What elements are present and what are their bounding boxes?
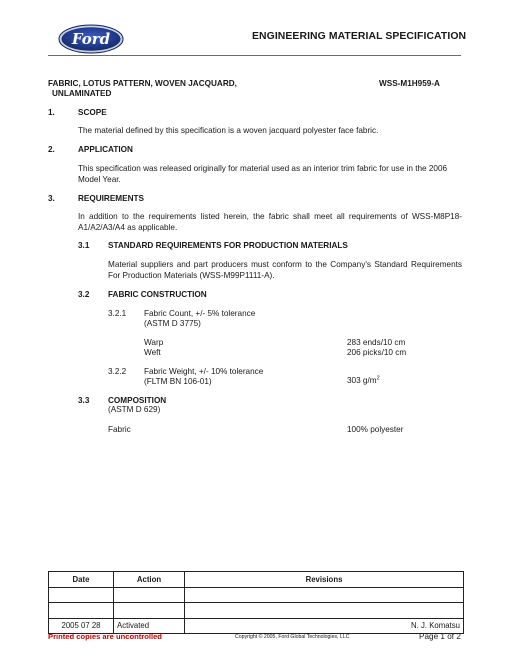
fabric-composition-value: 100% polyester [347, 425, 404, 434]
composition-method: (ASTM D 629) [108, 405, 161, 414]
column-header-action: Action [114, 572, 185, 588]
ford-logo-text: Ford [71, 30, 111, 48]
fabric-count-method: (ASTM D 3775) [144, 319, 201, 328]
subsection-title-standard-requirements: STANDARD REQUIREMENTS FOR PRODUCTION MATERIALS [108, 241, 348, 250]
document-title: ENGINEERING MATERIAL SPECIFICATION [252, 31, 467, 42]
clause-number: 3.2.1 [108, 309, 127, 318]
date-cell [49, 587, 114, 603]
spec-name-line1: FABRIC, LOTUS PATTERN, WOVEN JACQUARD, [48, 79, 237, 88]
revisions-cell [185, 587, 464, 603]
section-title-scope: SCOPE [78, 108, 107, 117]
subsection-number: 3.2 [78, 290, 90, 299]
action-cell: Activated [114, 618, 185, 634]
revisions-cell [185, 603, 464, 619]
column-header-revisions: Revisions [185, 572, 464, 588]
column-header-date: Date [49, 572, 114, 588]
table-row [49, 587, 464, 603]
section-title-requirements: REQUIREMENTS [78, 194, 144, 203]
section-number: 2. [48, 145, 55, 154]
subsection-title-fabric-construction: FABRIC CONSTRUCTION [108, 290, 207, 299]
warp-value: 283 ends/10 cm [347, 338, 406, 347]
action-cell [114, 587, 185, 603]
table-header-row [49, 572, 464, 588]
uncontrolled-notice: Printed copies are uncontrolled [48, 632, 162, 641]
section-number: 1. [48, 108, 55, 117]
application-text: This specification was released originally for material used as an interior trim fabric for use in the 2006 Model Year. [78, 164, 448, 184]
clause-number: 3.2.2 [108, 367, 127, 376]
fabric-weight-value: 303 $g/m^2$ [347, 375, 380, 385]
action-cell [114, 603, 185, 619]
section-title-application: APPLICATION [78, 145, 133, 154]
requirements-text: In addition to the requirements listed herein, the fabric shall meet all requirements of WSS-M8P18-A1/A2/A3/A4 as applicable. [78, 212, 462, 232]
copyright-notice: Copyright © 2005, Ford Global Technologies, LLC [235, 634, 350, 640]
scope-text: The material defined by this specification is a woven jacquard polyester face fabric. [78, 126, 379, 135]
weft-label: Weft [144, 348, 161, 357]
table-row [49, 603, 464, 619]
subsection-title-composition: COMPOSITION [108, 396, 167, 405]
revisions-cell: N. J. Komatsu [185, 618, 464, 634]
revisions-table [48, 571, 464, 634]
fabric-weight-method: (FLTM BN 106-01) [144, 377, 212, 386]
warp-label: Warp [144, 338, 164, 347]
header-divider [48, 55, 461, 56]
page-number: Page 1 of 2 [419, 632, 461, 641]
fabric-count-label: Fabric Count, +/- 5% tolerance [144, 309, 256, 318]
date-cell [49, 603, 114, 619]
date-cell: 2005 07 28 [49, 618, 114, 634]
spec-number: WSS-M1H959-A [379, 79, 440, 88]
standard-requirements-text: Material suppliers and part producers must conform to the Company's Standard Requirements For Production Materials (WSS-M99P1111-A). [108, 260, 462, 280]
section-number: 3. [48, 194, 55, 203]
subsection-number: 3.3 [78, 396, 90, 405]
subsection-number: 3.1 [78, 241, 90, 250]
fabric-weight-label: Fabric Weight, +/- 10% tolerance [144, 367, 264, 376]
spec-name-line2: UNLAMINATED [52, 89, 112, 98]
superscript: 2 [376, 375, 380, 382]
ford-logo [58, 24, 124, 54]
weft-value: 206 picks/10 cm [347, 348, 407, 357]
fabric-label: Fabric [108, 425, 131, 434]
